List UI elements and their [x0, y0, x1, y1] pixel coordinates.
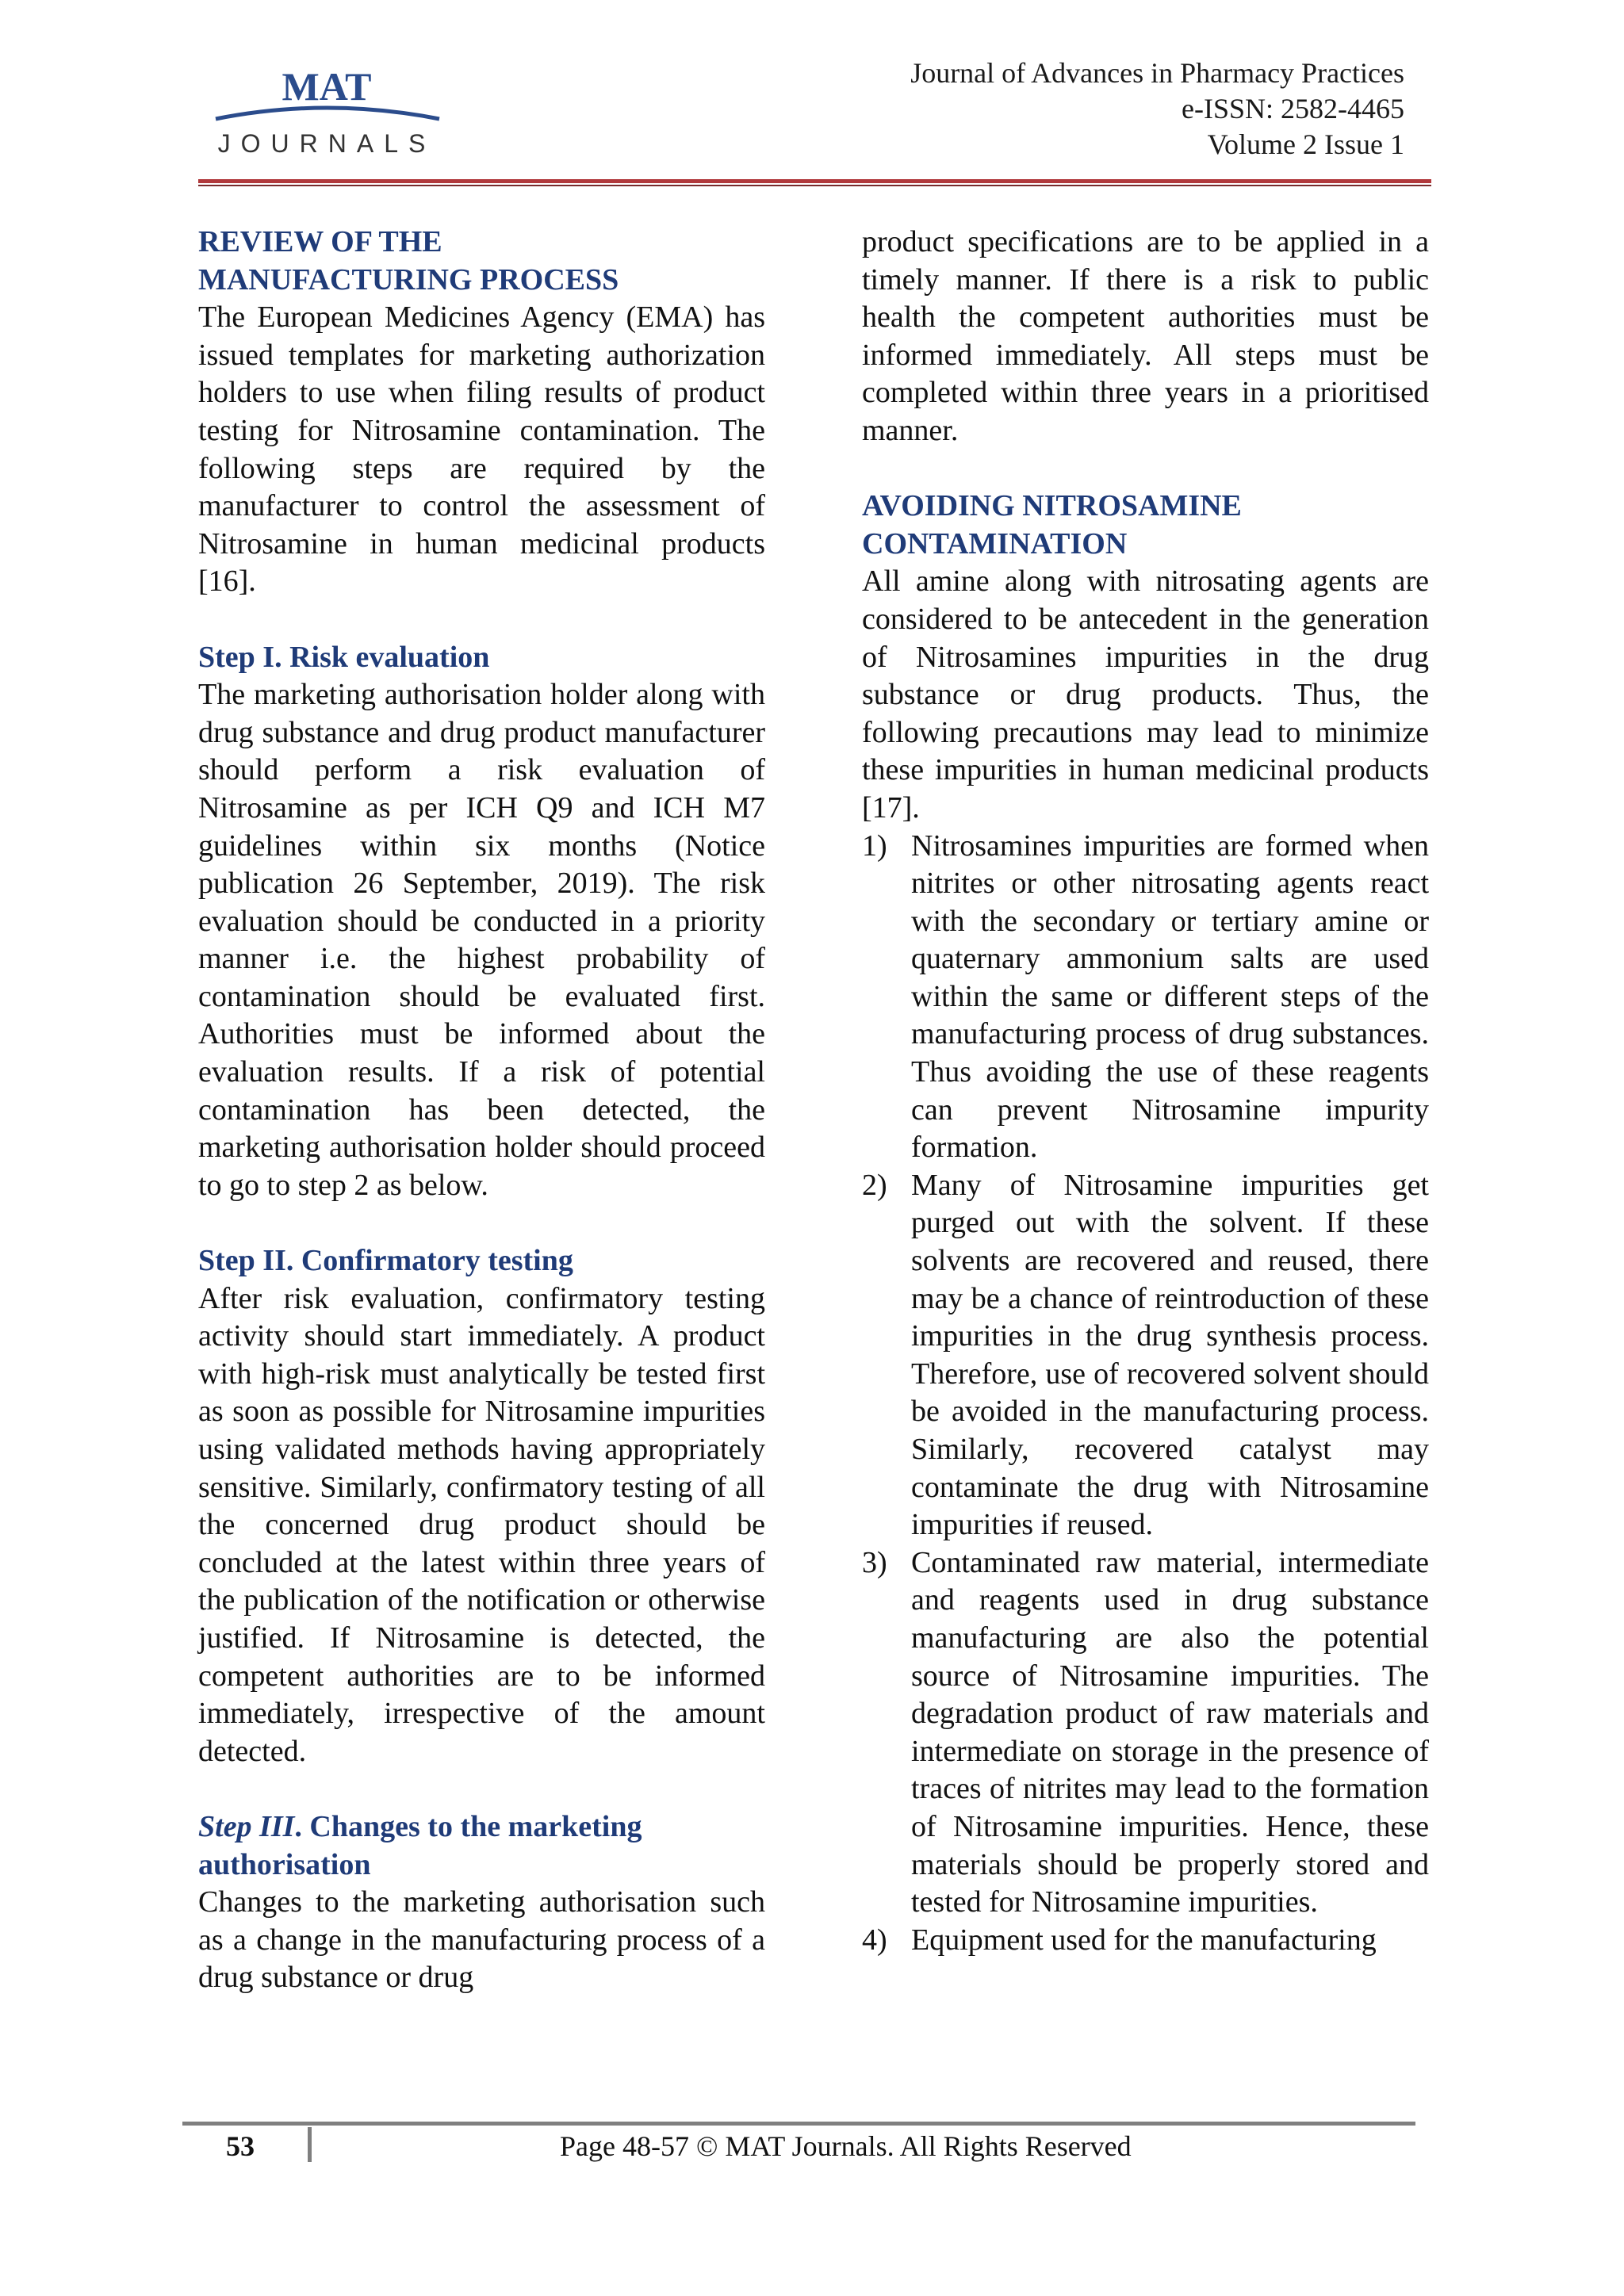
list-item: [862, 1167, 1429, 1544]
list-item-number: 3): [862, 1545, 887, 1579]
logo-swoosh: [216, 108, 439, 119]
avoid-heading-line1: AVOIDING NITROSAMINE: [862, 489, 1242, 523]
list-item-text: Equipment used for the manufacturing: [911, 1923, 1377, 1957]
footer-separator: [308, 2127, 312, 2162]
step3-heading-rest: . Changes to the marketing authorisation: [198, 1809, 642, 1881]
right-column: [862, 224, 1429, 1959]
journal-volume: Volume 2 Issue 1: [1207, 128, 1404, 160]
review-heading-line2: MANUFACTURING PROCESS: [198, 262, 619, 297]
journal-issn: e-ISSN: 2582-4465: [1182, 93, 1404, 124]
list-item-number: 4): [862, 1923, 887, 1957]
list-item: [862, 1544, 1429, 1922]
precautions-list: [862, 828, 1429, 1960]
step2-paragraph: After risk evaluation, confirmatory testing activity should start immediately. A product with high-risk must analytically be tested first as soon as possible for Nitrosamine impurities using validated methods having appropriately sensitive. Similarly, confirmatory testing of all the concerned drug product should be concluded at the latest within three years of the publication of the notification or otherwise justified. If Nitrosamine is detected, the competent authorities are to be informed immediately, irrespective of the amount detected.: [198, 1281, 765, 1768]
step3-heading: [198, 1808, 765, 1884]
page-number: 53: [226, 2130, 255, 2162]
avoid-heading-line2: CONTAMINATION: [862, 526, 1128, 561]
step3-heading-italic: Step III: [198, 1809, 295, 1843]
continued-paragraph: product specifications are to be applied in a timely manner. If there is a risk to public health the competent authorities must be informed immediately. All steps must be completed within three years in a prioritised manner.: [862, 225, 1429, 447]
step2-heading: Step II. Confirmatory testing: [198, 1244, 573, 1278]
header-divider-thin: [198, 185, 1431, 186]
journal-header: [910, 55, 1404, 163]
header-divider: [198, 179, 1431, 183]
list-item-number: 2): [862, 1168, 887, 1202]
logo-journals-text: JOURNALS: [217, 129, 436, 158]
avoid-paragraph: All amine along with nitrosating agents are considered to be antecedent in the generation of Nitrosamines impurities in the drug substance or drug products. Thus, the following precautions may lead to minimize these impurities in human medicinal products [17].: [862, 564, 1429, 825]
footer-copyright: Page 48-57 © MAT Journals. All Rights Reserved: [560, 2130, 1132, 2162]
list-item-number: 1): [862, 828, 887, 863]
list-item-text: Many of Nitrosamine impurities get purged out with the solvent. If these solvents are recovered and reused, there may be a chance of reintroduction of these impurities in the drug synthesis process. Therefore, use of recovered solvent should be avoided in the manufacturing process. Similarly, recovered catalyst may contaminate the drug with Nitrosamine impurities if reused.: [911, 1168, 1429, 1542]
review-heading: [198, 224, 765, 299]
list-item: [862, 828, 1429, 1167]
step1-paragraph: The marketing authorisation holder along with drug substance and drug product manufacturer should perform a risk evaluation of Nitrosamine as per ICH Q9 and ICH M7 guidelines within six months (Notice publication 26 September, 2019). The risk evaluation should be conducted in a priority manner i.e. the highest probability of contamination should be evaluated first. Authorities must be informed about the evaluation results. If a risk of potential contamination has been detected, the marketing authorisation holder should proceed to go to step 2 as below.: [198, 678, 765, 1202]
footer-divider: [182, 2122, 1415, 2126]
list-item: [862, 1922, 1429, 1960]
left-column: [198, 224, 765, 1997]
step3-paragraph: Changes to the marketing authorisation such as a change in the manufacturing process of a drug substance or drug: [198, 1885, 765, 1995]
mat-journals-logo: [208, 67, 446, 162]
review-heading-line1: REVIEW OF THE: [198, 225, 442, 258]
journal-name: Journal of Advances in Pharmacy Practices: [910, 57, 1404, 89]
review-paragraph: The European Medicines Agency (EMA) has issued templates for marketing authorization holders to use when filing results of product testing for Nitrosamine contamination. The following steps are required by the manufacturer to control the assessment of Nitrosamine in human medicinal products [16].: [198, 300, 765, 599]
avoid-heading: [862, 488, 1429, 563]
step1-heading: Step I. Risk evaluation: [198, 640, 490, 674]
list-item-text: Contaminated raw material, intermediate and reagents used in drug substance manufacturing are also the potential source of Nitrosamine impurities. The degradation product of raw materials and intermediate on storage in the presence of traces of nitrites may lead to the formation of Nitrosamine impurities. Hence, these materials should be properly stored and tested for Nitrosamine impurities.: [911, 1545, 1429, 1919]
list-item-text: Nitrosamines impurities are formed when nitrites or other nitrosating agents react with the secondary or tertiary amine or quaternary ammonium salts are used within the same or different steps of the manufacturing process of drug substances. Thus avoiding the use of these reagents can prevent Nitrosamine impurity formation.: [911, 828, 1429, 1165]
logo-mat-text: MAT: [282, 67, 372, 109]
